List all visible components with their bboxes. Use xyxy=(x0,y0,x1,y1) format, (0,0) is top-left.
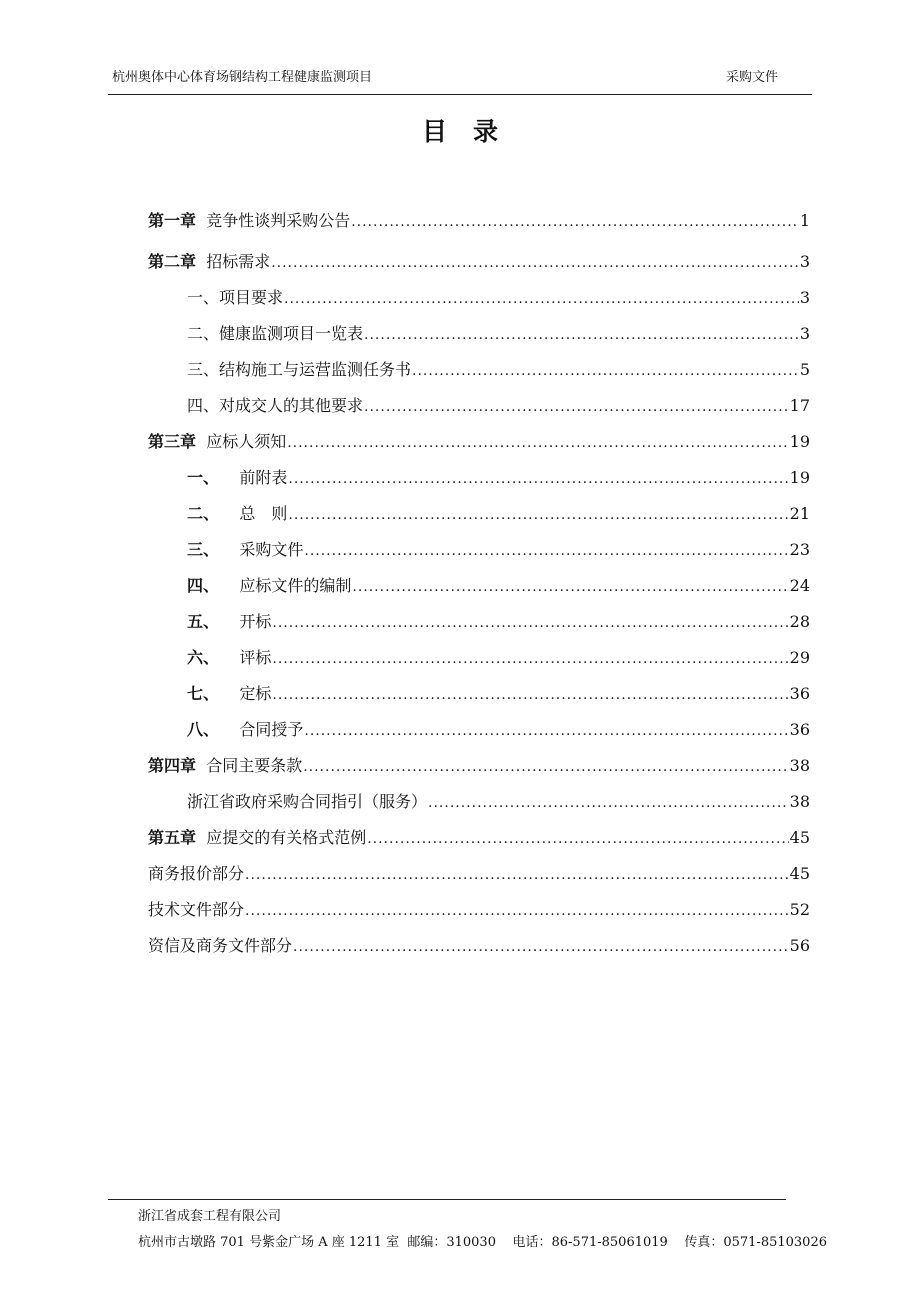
toc-entry-text: 项目要求 xyxy=(219,288,284,307)
toc-entry-page: 19 xyxy=(789,432,810,451)
toc-entry[interactable] xyxy=(148,861,810,885)
toc-leader-dots xyxy=(364,327,799,343)
toc-entry-page: 1 xyxy=(799,211,810,230)
toc-entry-text: 总 则 xyxy=(239,504,288,523)
toc-entry[interactable] xyxy=(187,645,810,669)
toc-entry-text: 竞争性谈判采购公告 xyxy=(206,211,351,230)
toc-entry-text: 应标文件的编制 xyxy=(239,576,352,595)
toc-leader-dots xyxy=(367,831,788,847)
footer-address: 杭州市古墩路 701 号紫金广场 A 座 1211 室 邮编：310030 电话：86-571-85061019 传真：0571-85103026 xyxy=(138,1235,827,1250)
toc-entry-text: 健康监测项目一览表 xyxy=(219,324,364,343)
toc-entry-number: 七、 xyxy=(187,684,220,703)
toc-entry-text: 技术文件部分 xyxy=(148,900,245,919)
toc-entry[interactable] xyxy=(187,393,810,417)
toc-entry-page: 21 xyxy=(789,504,810,523)
toc-entry-text: 商务报价部分 xyxy=(148,864,245,883)
toc-entry-number: 一、 xyxy=(187,468,220,487)
toc-entry-page: 3 xyxy=(799,252,810,271)
toc-title: 目录 xyxy=(421,117,524,146)
toc-entry[interactable] xyxy=(187,537,810,561)
toc-leader-dots xyxy=(351,214,799,230)
toc-leader-dots xyxy=(304,723,788,739)
toc-leader-dots xyxy=(293,939,789,955)
toc-entry-number: 四、 xyxy=(187,576,220,595)
toc-entry-page: 5 xyxy=(799,360,810,379)
toc-entry-text: 评标 xyxy=(239,648,272,667)
toc-entry-number: 四、 xyxy=(187,396,220,415)
toc-leader-dots xyxy=(352,579,788,595)
toc-entry-page: 38 xyxy=(789,756,810,775)
toc-entry[interactable] xyxy=(148,753,810,777)
toc-entry-page: 28 xyxy=(789,612,810,631)
toc-entry-page: 56 xyxy=(789,936,810,955)
toc-entry[interactable] xyxy=(148,825,810,849)
toc-entry-text: 浙江省政府采购合同指引（服务） xyxy=(187,792,428,811)
toc-entry-page: 29 xyxy=(789,648,810,667)
toc-entry[interactable] xyxy=(187,573,810,597)
toc-entry-text: 结构施工与运营监测任务书 xyxy=(219,360,412,379)
toc-leader-dots xyxy=(284,291,799,307)
toc-leader-dots xyxy=(245,867,789,883)
toc-entry-page: 52 xyxy=(789,900,810,919)
header-project-name: 杭州奥体中心体育场钢结构工程健康监测项目 xyxy=(112,70,373,85)
toc-entry[interactable] xyxy=(187,717,810,741)
toc-leader-dots xyxy=(272,687,788,703)
footer-company: 浙江省成套工程有限公司 xyxy=(138,1209,282,1224)
header-doc-type: 采购文件 xyxy=(725,70,778,85)
toc-leader-dots xyxy=(288,507,788,523)
toc-entry-number: 二、 xyxy=(187,504,220,523)
toc-entry-page: 45 xyxy=(789,864,810,883)
toc-leader-dots xyxy=(245,903,789,919)
toc-entry-number: 第五章 xyxy=(148,828,197,847)
toc-entry[interactable] xyxy=(187,285,810,309)
toc-leader-dots xyxy=(304,543,788,559)
toc-entry[interactable] xyxy=(187,321,810,345)
toc-entry-number: 第一章 xyxy=(148,211,197,230)
toc-entry-number: 三、 xyxy=(187,540,220,559)
toc-entry-page: 23 xyxy=(789,540,810,559)
toc-entry-page: 19 xyxy=(789,468,810,487)
toc-entry[interactable] xyxy=(148,933,810,957)
toc-entry-text: 招标需求 xyxy=(206,252,271,271)
page-header xyxy=(108,64,812,95)
toc-leader-dots xyxy=(272,615,788,631)
toc-entry-text: 前附表 xyxy=(239,468,288,487)
toc-entry-number: 三、 xyxy=(187,360,220,379)
toc-entry-text: 合同主要条款 xyxy=(206,756,303,775)
toc-entry-number: 二、 xyxy=(187,324,220,343)
toc-leader-dots xyxy=(303,759,788,775)
toc-entry-number: 第二章 xyxy=(148,252,197,271)
toc-entry-text: 应提交的有关格式范例 xyxy=(206,828,367,847)
toc-leader-dots xyxy=(428,795,789,811)
toc-entry-number: 八、 xyxy=(187,720,220,739)
toc-entry[interactable] xyxy=(148,208,810,232)
toc-entry[interactable] xyxy=(187,501,810,525)
toc-entry-text: 应标人须知 xyxy=(206,432,287,451)
toc-entry-page: 36 xyxy=(789,720,810,739)
toc-entry[interactable] xyxy=(187,357,810,381)
toc-entry-text: 定标 xyxy=(239,684,272,703)
toc-entry[interactable] xyxy=(148,429,810,453)
toc-entry-text: 开标 xyxy=(239,612,272,631)
toc-entry-page: 45 xyxy=(789,828,810,847)
footer-divider xyxy=(108,1199,786,1200)
toc-entry[interactable] xyxy=(187,681,810,705)
toc-entry-text: 对成交人的其他要求 xyxy=(219,396,364,415)
toc-entry-number: 五、 xyxy=(187,612,220,631)
toc-entry-page: 38 xyxy=(789,792,810,811)
toc-entry[interactable] xyxy=(187,465,810,489)
toc-entry-page: 36 xyxy=(789,684,810,703)
toc-entry-number: 第三章 xyxy=(148,432,197,451)
toc-leader-dots xyxy=(364,399,789,415)
toc-leader-dots xyxy=(271,255,799,271)
toc-leader-dots xyxy=(288,471,788,487)
toc-entry-number: 一、 xyxy=(187,288,220,307)
toc-entry-page: 17 xyxy=(789,396,810,415)
toc-entry-page: 3 xyxy=(799,288,810,307)
toc-entry[interactable] xyxy=(148,249,810,273)
toc-entry-page: 24 xyxy=(789,576,810,595)
toc-leader-dots xyxy=(272,651,788,667)
toc-entry-text: 合同授予 xyxy=(239,720,304,739)
toc-entry-number: 第四章 xyxy=(148,756,197,775)
toc-entry-number: 六、 xyxy=(187,648,220,667)
toc-entry[interactable] xyxy=(187,789,810,813)
toc-leader-dots xyxy=(412,363,799,379)
toc-leader-dots xyxy=(287,435,788,451)
toc-entry-text: 采购文件 xyxy=(239,540,304,559)
toc-entry-text: 资信及商务文件部分 xyxy=(148,936,293,955)
toc-entry[interactable] xyxy=(187,609,810,633)
toc-entry[interactable] xyxy=(148,897,810,921)
toc-entry-page: 3 xyxy=(799,324,810,343)
